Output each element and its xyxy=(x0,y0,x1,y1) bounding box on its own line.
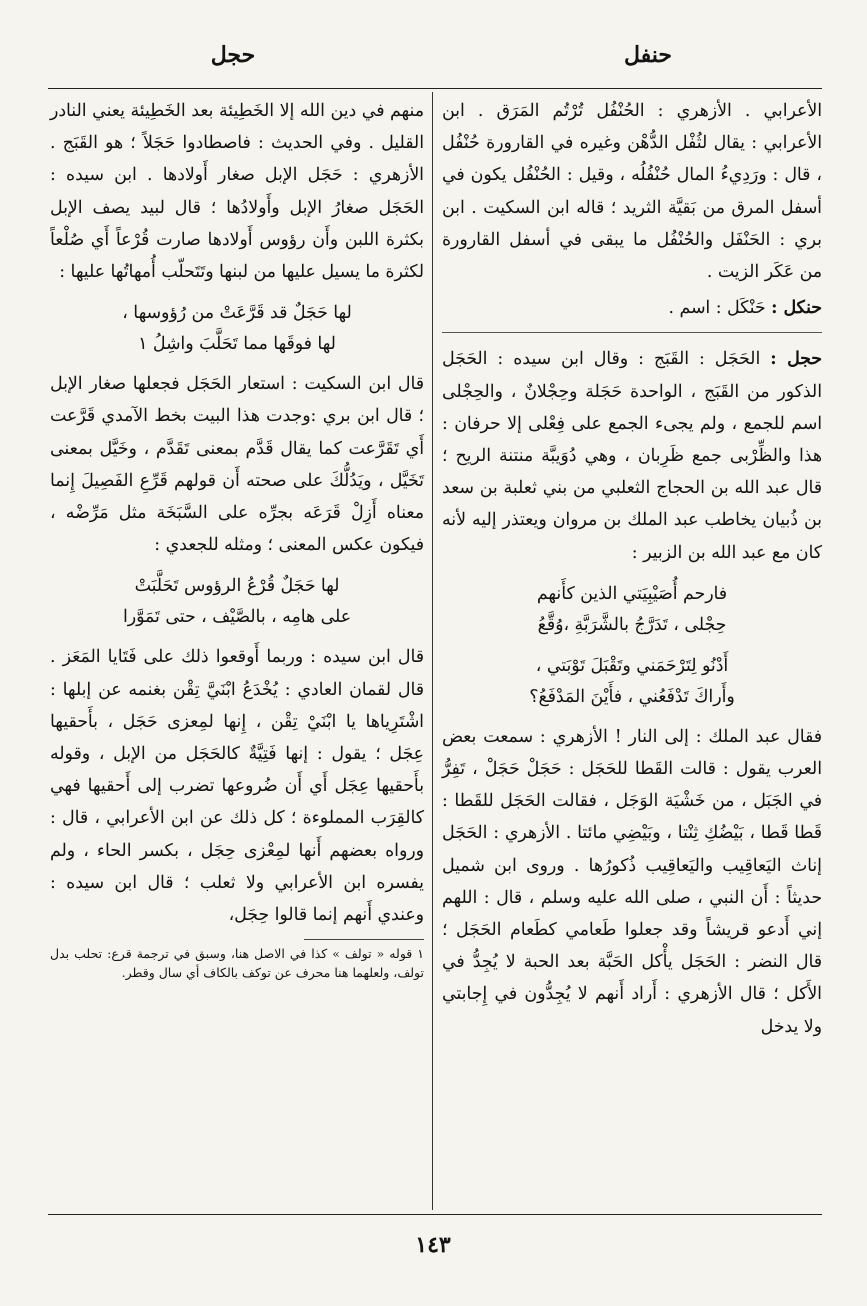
bottom-rule xyxy=(48,1214,822,1215)
footnote-rule xyxy=(304,939,424,940)
verse-line: لها فوقَها مما تَحَلَّبَ واشِلُ ١ xyxy=(138,334,336,355)
running-header-left: حجل xyxy=(210,42,256,68)
paragraph: منهم في دين الله إلا الخَطِيئة بعد الخَطِيئة يعني النادر القليل . وفي الحديث : فاصطادوا حَجَلاً ؛ هو القَبَج . الأزهري : حَجَل الإبل صغار أَولادها . ابن سيده : الحَجَل صغارُ الإبل وأَولادُها ؛ قال لبيد يصف الإبل بكثرة اللبن وأَن رؤوس أَولادها صارت قُرْعاً أَي صُلْعاً لكثرة ما يسيل عليها من لبنها وتَتَحلّب أُمهاتُها عليها : xyxy=(50,101,424,283)
verse-block xyxy=(50,571,424,633)
paragraph: قال ابن السكيت : استعار الحَجَل فجعلها صغار الإبل ؛ قال ابن بري :وجدت هذا البيت بخط الآمدي قَرَّعت أَي تَقَرَّعت كما يقال قَدَّم بمعنى تَقَدَّم ، وخَيَّل بمعنى تَخَيَّل ، ويَدُلُّكَ على صحته أَن قولهم قَرِّعِ الفَصِيلَ إِنما معناه أَزِلْ قَرَعَه بجرِّه على السَّبَخَة مثل مَرِّضْه ، فيكون عكس المعنى ؛ ومثله للجعدي : xyxy=(50,374,424,556)
left-column xyxy=(50,95,424,982)
entry-hjl xyxy=(442,343,822,568)
entry-hnkl xyxy=(442,292,822,324)
verse-line: لها حَجَلٌ قد قَرَّعَتْ من رُؤوسها ، xyxy=(122,303,352,324)
column-divider xyxy=(432,92,433,1210)
verse-line: أَدْنُو لِتَرْحَمَني وتَقْبَلَ تَوْبَتي ، xyxy=(535,655,729,676)
entry-text: الحَجَل : القَبَج : وقال ابن سيده : الحَجَل الذكور من القَبَج ، الواحدة حَجَلة وحِجْلانٌ ، والحِجْلى اسم للجمع ، ولم يجىء الجمع على فِعْلى إلا حرفان : هذا والظِّرْبى جمع ظَرِبان ، وهي دُوَيبَّة منتنة الريح ؛ قال عبد الله بن الحجاج الثعلبي من بني ثعلبة بن سعد بن ذُبيان يخاطب عبد الملك بن مروان ويعتذر إليه لأنه كان مع عبد الله بن الزبير : xyxy=(442,349,822,563)
verse-line: على هامِه ، بالصَّيْف ، حتى تَمَوَّرا xyxy=(122,607,352,628)
right-column xyxy=(442,95,822,1043)
paragraph: فقال عبد الملك : إلى النار ! الأزهري : سمعت بعض العرب يقول : قالت القَطا للحَجَل : حَجَلْ حَجَلْ ، تَفِرُّ في الجَبَل ، من خَشْيَة الوَجَل ، فقالت الحَجَل للقَطا : قَطا قَطا ، بَيْضُكِ ثِنْتا ، وبَيْضِي مائتا . الأزهري : الحَجَل إناث اليَعاقِيب واليَعاقِيب ذُكورُها . وروى ابن شميل حديثاً : أَن النبي ، صلى الله عليه وسلم ، قال : اللهم إني أَدعو قريشاً وقد جعلوا طَعامي كطَعام الحَجَل ؛ قال النضر : الحَجَل يأْكل الحَبَّة بعد الحبة لا يُجِدُّ في الأَكل ؛ قال الأزهري : أَراد أَنهم لا يُجِدُّون في إِجابتي ولا يدخل xyxy=(442,726,822,1037)
verse-line: وأَراكَ تَدْفَعُني ، فأَيْنَ المَدْفَعُ؟ xyxy=(529,686,735,707)
page-number: ١٤٣ xyxy=(415,1232,451,1258)
verse-block xyxy=(442,579,822,713)
top-rule xyxy=(48,88,822,89)
verse-line: حِجْلى ، تَدَرَّجُ بالشَّرَبَّةِ ،وُقَّعُ xyxy=(537,614,727,635)
headword: حنكل : xyxy=(771,298,822,319)
running-header-right: حنفل xyxy=(623,42,673,68)
verse-line: فارحم أُصَيْبِيَتي الذين كأَنهم xyxy=(536,583,728,604)
entry-separator xyxy=(442,332,822,333)
headword: حجل : xyxy=(770,349,822,370)
verse-block xyxy=(50,298,424,360)
footnote: ١ قوله « تولف » كذا في الاصل هنا، وسبق في ترجمة قرع: تحلب بدل تولف، ولعلهما هنا محرف عن توكف بالكاف أي سال وقطر. xyxy=(50,946,424,981)
entry-text: حَنْكَل : اسم . xyxy=(668,298,772,319)
paragraph: الأعرابي . الأزهري : الحُنْفُل تُرْتُم المَرَق . ابن الأعرابي : يقال لثُفْل الدُّهْن وغيره في القارورة حُنْفُل ، قال : ورَدِيءُ المال حُنْفُلُه ، وقيل : الحُنْفُل يكون في أسفل المرق من بَقيَّة الثريد ؛ قاله ابن السكيت . ابن بري : الحَنْفَل والحُنْفُل ما يبقى في أسفل القارورة من عَكَر الزيت . xyxy=(442,101,822,283)
paragraph: قال ابن سيده : وربما أَوقعوا ذلك على فَتَايا المَعَز . قال لقمان العادي : يُخْدَعُ ابْنَيَّ تِقْن بغنمه عن إبلها : اشْتَرِياها يا ابْنَيْ تِقْن ، إِنها لمِعزى حَجَل ، بأَحقيها عِجَل ؛ يقول : إنها فَتِيَّةٌ كالحَجَل من الإبل ، وقوله بأَحقيها عِجَل أَي أَن ضُروعها تضرب إلى أَحقيها فهي كالقِرَب المملوءة ؛ كل ذلك عن ابن الأعرابي ، قال : ورواه بعضهم أَنها لمِعْزى حِجَل ، بكسر الحاء ، ولم يفسره ابن الأعرابي ولا ثعلب ؛ قال ابن سيده : وعندي أَنهم إنما قالوا حِجَل، xyxy=(50,647,424,926)
verse-line: لها حَجَلٌ قُرْعُ الرؤوس تَحَلَّبَتْ xyxy=(134,576,340,597)
